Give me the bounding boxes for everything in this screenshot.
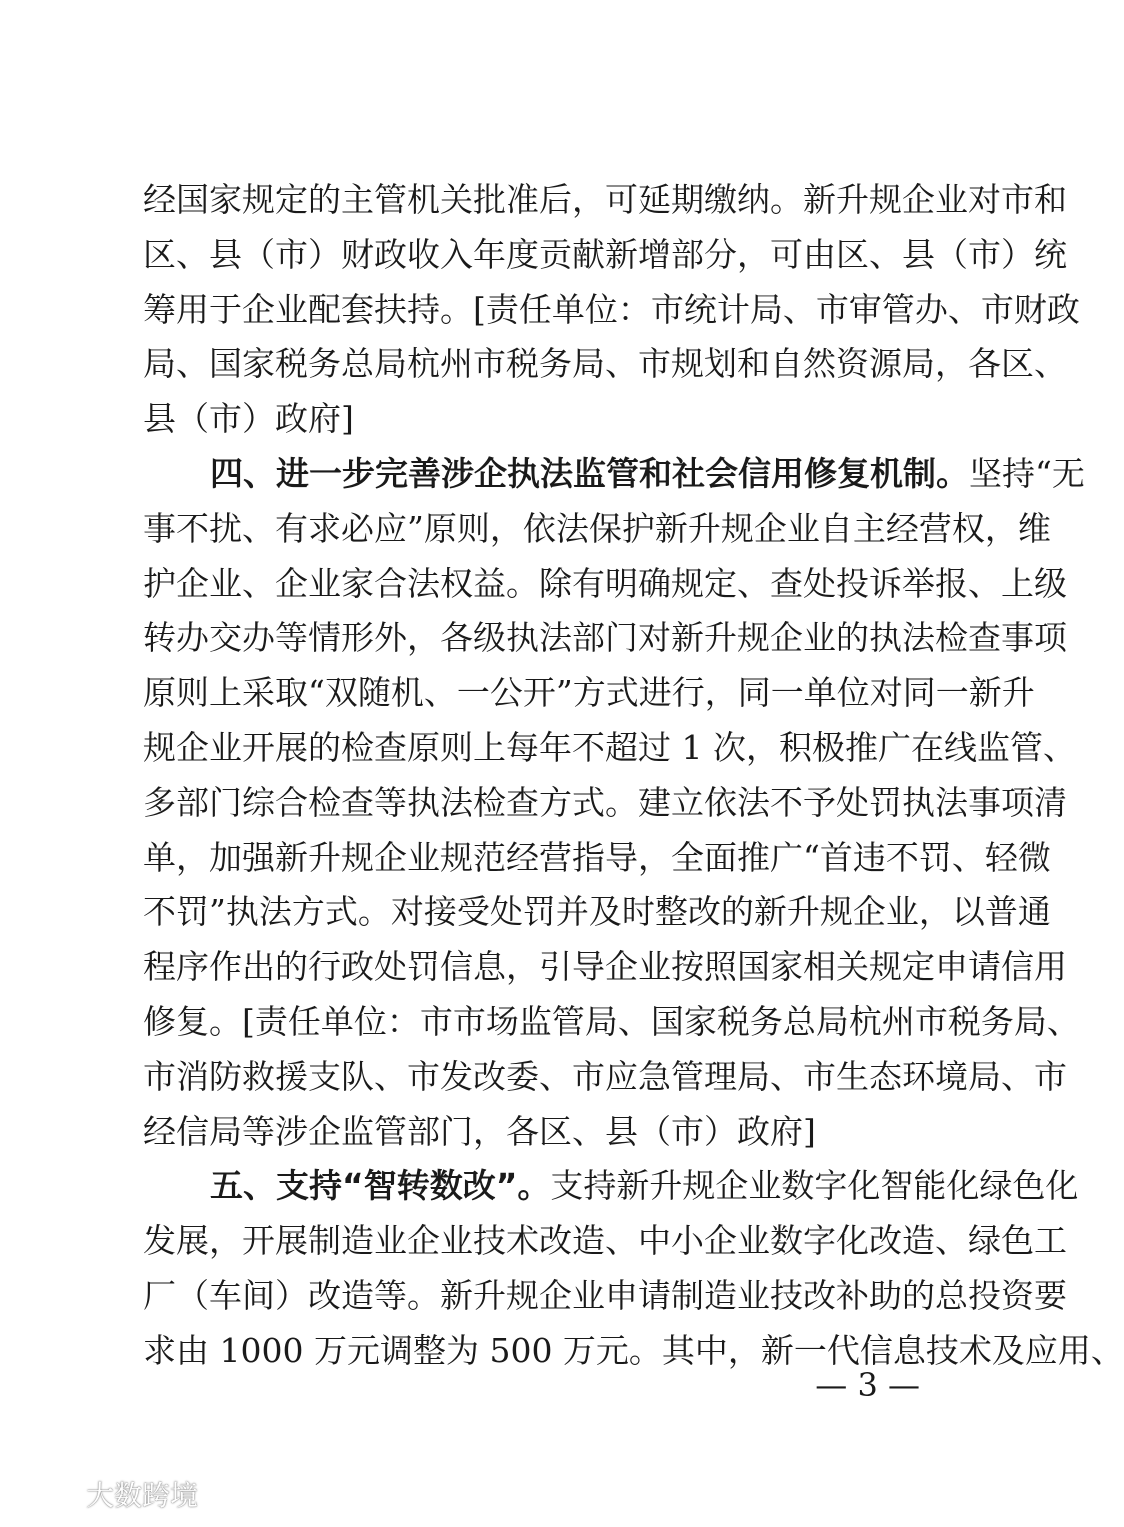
- body-text-line: 多部门综合检查等执法检查方式。建立依法不予处罚执法事项清: [143, 782, 1067, 822]
- body-text-line: 筹用于企业配套扶持。[责任单位：市统计局、市审管办、市财政: [143, 289, 1080, 329]
- body-text-line: 局、国家税务总局杭州市税务局、市规划和自然资源局，各区、: [143, 344, 1067, 384]
- body-text-line: 经国家规定的主管机关批准后，可延期缴纳。新升规企业对市和: [143, 180, 1067, 219]
- body-text-line: 原则上采取“双随机、一公开”方式进行，同一单位对同一新升: [143, 673, 1035, 713]
- section-heading: 四、进一步完善涉企执法监管和社会信用修复机制。: [210, 454, 969, 493]
- watermark-logo-icon: [14, 1477, 78, 1511]
- body-text-line: 不罚”执法方式。对接受处罚并及时整改的新升规企业，以普通: [143, 892, 1051, 932]
- body-text-line: 厂（车间）改造等。新升规企业申请制造业技改补助的总投资要: [143, 1276, 1067, 1315]
- body-text-line: 区、县（市）财政收入年度贡献新增部分，可由区、县（市）统: [143, 234, 1067, 274]
- watermark-text: 大数跨境: [86, 1479, 199, 1512]
- section-heading-line: [210, 452, 1085, 496]
- page-number: — 3 —: [815, 1366, 920, 1404]
- body-text-line: 县（市）政府]: [143, 399, 354, 439]
- body-text-line: 护企业、企业家合法权益。除有明确规定、查处投诉举报、上级: [143, 563, 1067, 603]
- body-text-line: 转办交办等情形外，各级执法部门对新升规企业的执法检查事项: [143, 618, 1067, 658]
- section-heading-line: [210, 1164, 1079, 1208]
- section-lead-text: 坚持“无: [969, 454, 1085, 493]
- body-text-line: 事不扰、有求必应”原则，依法保护新升规企业自主经营权，维: [143, 508, 1051, 548]
- body-text-line: 市消防救援支队、市发改委、市应急管理局、市生态环境局、市: [143, 1056, 1067, 1096]
- body-text-line: 单，加强新升规企业规范经营指导，全面推广“首违不罚、轻微: [143, 837, 1051, 877]
- body-text-line: 发展，开展制造业企业技术改造、中小企业数字化改造、绿色工: [143, 1221, 1067, 1261]
- body-text-line: 修复。[责任单位：市市场监管局、国家税务总局杭州市税务局、: [143, 1002, 1080, 1041]
- watermark: [14, 1474, 198, 1514]
- body-text-line: 求由 1000 万元调整为 500 万元。其中，新一代信息技术及应用、: [143, 1330, 1124, 1370]
- body-text-line: 程序作出的行政处罚信息，引导企业按照国家相关规定申请信用: [143, 947, 1067, 987]
- body-text-line: 经信局等涉企监管部门，各区、县（市）政府]: [143, 1111, 816, 1151]
- section-lead-text: 支持新升规企业数字化智能化绿色化: [550, 1166, 1079, 1206]
- section-heading: 五、支持“智转数改”。: [210, 1166, 551, 1206]
- body-text-line: 规企业开展的检查原则上每年不超过 1 次，积极推广在线监管、: [143, 728, 1076, 767]
